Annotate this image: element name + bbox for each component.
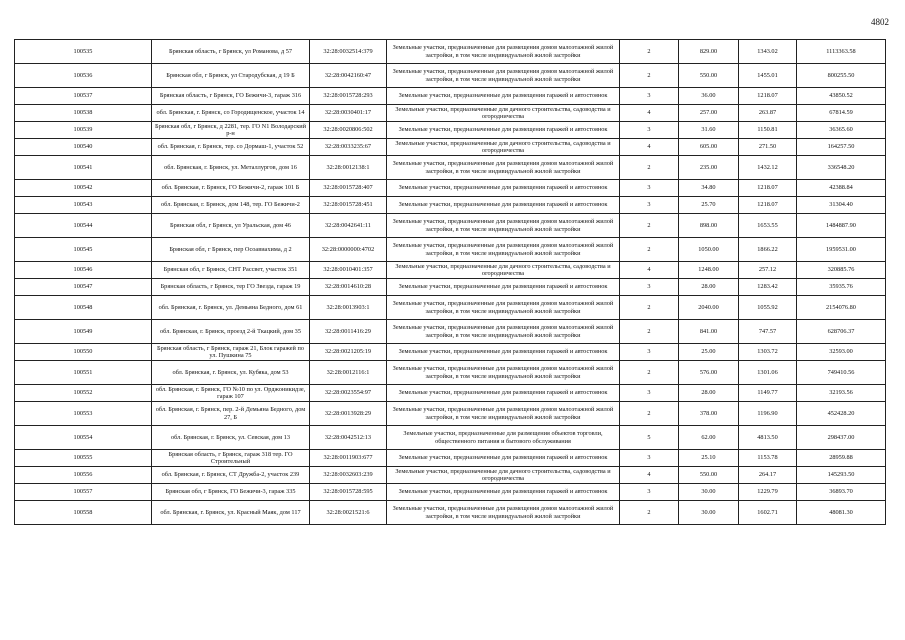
record-id-cell: 100535 <box>15 40 152 64</box>
address-cell: Брянская область, г Брянск, ГО Бежичи-3, гараж 316 <box>152 88 310 105</box>
record-id-cell: 100552 <box>15 385 152 402</box>
table-row <box>15 180 886 197</box>
area-cell: 28.00 <box>679 279 739 296</box>
land-use-cell: Земельные участки, предназначенные для размещения гаражей и автостоянок <box>387 122 620 139</box>
group-number-cell: 2 <box>620 296 679 320</box>
cadastral-value-cell: 164257.50 <box>797 139 886 156</box>
group-number-cell: 2 <box>620 361 679 385</box>
area-cell: 829.00 <box>679 40 739 64</box>
area-cell: 550.00 <box>679 467 739 484</box>
cadastral-value-cell: 1959531.00 <box>797 238 886 262</box>
group-number-cell: 2 <box>620 238 679 262</box>
area-cell: 25.00 <box>679 344 739 361</box>
cadastral-number-cell: 32:28:0000000:4702 <box>310 238 387 262</box>
cadastral-number-cell: 32:28:0033235:67 <box>310 139 387 156</box>
land-use-cell: Земельные участки, предназначенные для размещения гаражей и автостоянок <box>387 180 620 197</box>
cadastral-number-cell: 32:28:0011903:677 <box>310 450 387 467</box>
area-cell: 36.00 <box>679 88 739 105</box>
cadastral-number-cell: 32:28:0012138:1 <box>310 156 387 180</box>
table-row <box>15 214 886 238</box>
cadastral-number-cell: 32:28:0032514:379 <box>310 40 387 64</box>
land-use-cell: Земельные участки, предназначенные для дачного строительства, садоводства и огородничества <box>387 105 620 122</box>
area-cell: 25.10 <box>679 450 739 467</box>
land-use-cell: Земельные участки, предназначенные для размещения гаражей и автостоянок <box>387 385 620 402</box>
cadastral-number-cell: 32:28:0010401:357 <box>310 262 387 279</box>
record-id-cell: 100546 <box>15 262 152 279</box>
address-cell: Брянская обл, г Брянск, ГО Бежичи-3, гараж 335 <box>152 484 310 501</box>
land-use-cell: Земельные участки, предназначенные для размещения домов малоэтажной жилой застройки, в том числе индивидуальной жилой застройки <box>387 40 620 64</box>
table-row <box>15 197 886 214</box>
specific-value-cell: 1432.12 <box>739 156 797 180</box>
area-cell: 257.00 <box>679 105 739 122</box>
specific-value-cell: 1055.92 <box>739 296 797 320</box>
group-number-cell: 2 <box>620 156 679 180</box>
table-row <box>15 139 886 156</box>
specific-value-cell: 1303.72 <box>739 344 797 361</box>
record-id-cell: 100544 <box>15 214 152 238</box>
specific-value-cell: 1218.07 <box>739 88 797 105</box>
address-cell: обл. Брянская, г. Брянск, ул. Кубяка, дом 53 <box>152 361 310 385</box>
cadastral-value-cell: 36893.70 <box>797 484 886 501</box>
address-cell: обл. Брянская, г. Брянск, ГО Бежичи-2, гараж 101 Б <box>152 180 310 197</box>
table-row <box>15 88 886 105</box>
area-cell: 31.60 <box>679 122 739 139</box>
record-id-cell: 100557 <box>15 484 152 501</box>
cadastral-number-cell: 32:28:0020806:502 <box>310 122 387 139</box>
address-cell: обл. Брянская, г. Брянск, ул. Красный Маяк, дом 117 <box>152 501 310 525</box>
land-use-cell: Земельные участки, предназначенные для размещения домов малоэтажной жилой застройки, в том числе индивидуальной жилой застройки <box>387 296 620 320</box>
cadastral-value-cell: 2154076.80 <box>797 296 886 320</box>
area-cell: 550.00 <box>679 64 739 88</box>
land-use-cell: Земельные участки, предназначенные для размещения домов малоэтажной жилой застройки, в том числе индивидуальной жилой застройки <box>387 320 620 344</box>
group-number-cell: 5 <box>620 426 679 450</box>
address-cell: обл. Брянская, г. Брянск, пер. 2-й Демьяна Бедного, дом 27, Б <box>152 402 310 426</box>
cadastral-number-cell: 32:28:0012116:1 <box>310 361 387 385</box>
record-id-cell: 100543 <box>15 197 152 214</box>
record-id-cell: 100556 <box>15 467 152 484</box>
specific-value-cell: 1196.90 <box>739 402 797 426</box>
area-cell: 576.00 <box>679 361 739 385</box>
cadastral-value-cell: 298437.00 <box>797 426 886 450</box>
group-number-cell: 2 <box>620 501 679 525</box>
area-cell: 34.80 <box>679 180 739 197</box>
cadastral-value-cell: 1113363.58 <box>797 40 886 64</box>
specific-value-cell: 263.87 <box>739 105 797 122</box>
record-id-cell: 100549 <box>15 320 152 344</box>
cadastral-number-cell: 32:28:0030401:17 <box>310 105 387 122</box>
group-number-cell: 3 <box>620 279 679 296</box>
address-cell: обл. Брянская, г. Брянск, тер. со Дормаш-1, участок 52 <box>152 139 310 156</box>
area-cell: 30.00 <box>679 501 739 525</box>
cadastral-value-cell: 32593.00 <box>797 344 886 361</box>
land-use-cell: Земельные участки, предназначенные для дачного строительства, садоводства и огородничества <box>387 262 620 279</box>
cadastral-value-cell: 43850.52 <box>797 88 886 105</box>
group-number-cell: 3 <box>620 122 679 139</box>
group-number-cell: 3 <box>620 450 679 467</box>
specific-value-cell: 1283.42 <box>739 279 797 296</box>
table-row <box>15 484 886 501</box>
record-id-cell: 100539 <box>15 122 152 139</box>
cadastral-value-cell: 800255.50 <box>797 64 886 88</box>
record-id-cell: 100551 <box>15 361 152 385</box>
land-use-cell: Земельные участки, предназначенные для размещения объектов торговли, общественного питания и бытового обслуживания <box>387 426 620 450</box>
land-use-cell: Земельные участки, предназначенные для размещения гаражей и автостоянок <box>387 88 620 105</box>
specific-value-cell: 1455.01 <box>739 64 797 88</box>
cadastral-value-cell: 35935.76 <box>797 279 886 296</box>
specific-value-cell: 1343.02 <box>739 40 797 64</box>
record-id-cell: 100537 <box>15 88 152 105</box>
cadastral-number-cell: 32:28:0015728:451 <box>310 197 387 214</box>
address-cell: обл. Брянская, г. Брянск, ул. Демьяна Бедного, дом 61 <box>152 296 310 320</box>
record-id-cell: 100558 <box>15 501 152 525</box>
cadastral-value-cell: 1484887.90 <box>797 214 886 238</box>
cadastral-number-cell: 32:28:0023554:97 <box>310 385 387 402</box>
cadastral-number-cell: 32:28:0021521:6 <box>310 501 387 525</box>
specific-value-cell: 271.50 <box>739 139 797 156</box>
land-use-cell: Земельные участки, предназначенные для размещения домов малоэтажной жилой застройки, в том числе индивидуальной жилой застройки <box>387 402 620 426</box>
table-row <box>15 501 886 525</box>
table-row <box>15 467 886 484</box>
cadastral-number-cell: 32:28:0014610:28 <box>310 279 387 296</box>
record-id-cell: 100553 <box>15 402 152 426</box>
table-row <box>15 320 886 344</box>
specific-value-cell: 1149.77 <box>739 385 797 402</box>
table-row <box>15 122 886 139</box>
cadastral-number-cell: 32:28:0015728:407 <box>310 180 387 197</box>
specific-value-cell: 1153.78 <box>739 450 797 467</box>
address-cell: обл. Брянская, г. Брянск, ул. Севская, дом 13 <box>152 426 310 450</box>
table-body <box>15 40 886 525</box>
address-cell: обл. Брянская, г. Брянск, со Городищенское, участок 14 <box>152 105 310 122</box>
table-row <box>15 105 886 122</box>
table-row <box>15 64 886 88</box>
area-cell: 28.00 <box>679 385 739 402</box>
table-row <box>15 361 886 385</box>
address-cell: Брянская обл, г Брянск, СНТ Рассвет, участок 351 <box>152 262 310 279</box>
land-use-cell: Земельные участки, предназначенные для размещения гаражей и автостоянок <box>387 344 620 361</box>
table-row <box>15 279 886 296</box>
record-id-cell: 100550 <box>15 344 152 361</box>
area-cell: 898.00 <box>679 214 739 238</box>
cadastral-value-cell: 320885.76 <box>797 262 886 279</box>
address-cell: Брянская область, г Брянск, ул Романова, д 57 <box>152 40 310 64</box>
land-use-cell: Земельные участки, предназначенные для размещения домов малоэтажной жилой застройки, в том числе индивидуальной жилой застройки <box>387 501 620 525</box>
cadastral-number-cell: 32:28:0015728:293 <box>310 88 387 105</box>
land-use-cell: Земельные участки, предназначенные для размещения домов малоэтажной жилой застройки, в том числе индивидуальной жилой застройки <box>387 156 620 180</box>
cadastral-number-cell: 32:28:0042512:13 <box>310 426 387 450</box>
cadastral-value-cell: 42388.84 <box>797 180 886 197</box>
area-cell: 1050.00 <box>679 238 739 262</box>
record-id-cell: 100554 <box>15 426 152 450</box>
group-number-cell: 4 <box>620 105 679 122</box>
cadastral-value-cell: 336548.20 <box>797 156 886 180</box>
cadastral-value-cell: 628706.37 <box>797 320 886 344</box>
land-use-cell: Земельные участки, предназначенные для размещения домов малоэтажной жилой застройки, в том числе индивидуальной жилой застройки <box>387 64 620 88</box>
specific-value-cell: 264.17 <box>739 467 797 484</box>
group-number-cell: 3 <box>620 197 679 214</box>
group-number-cell: 4 <box>620 262 679 279</box>
group-number-cell: 3 <box>620 180 679 197</box>
specific-value-cell: 1866.22 <box>739 238 797 262</box>
group-number-cell: 3 <box>620 385 679 402</box>
address-cell: Брянская обл, г Брянск, д 2281, тер. ГО N1 Володарский р-н <box>152 122 310 139</box>
specific-value-cell: 1150.81 <box>739 122 797 139</box>
land-use-cell: Земельные участки, предназначенные для размещения домов малоэтажной жилой застройки, в том числе индивидуальной жилой застройки <box>387 361 620 385</box>
specific-value-cell: 4813.50 <box>739 426 797 450</box>
group-number-cell: 2 <box>620 320 679 344</box>
table-row <box>15 385 886 402</box>
cadastral-value-cell: 32193.56 <box>797 385 886 402</box>
record-id-cell: 100538 <box>15 105 152 122</box>
specific-value-cell: 1653.55 <box>739 214 797 238</box>
group-number-cell: 2 <box>620 214 679 238</box>
specific-value-cell: 1218.07 <box>739 180 797 197</box>
cadastral-value-cell: 48081.30 <box>797 501 886 525</box>
group-number-cell: 2 <box>620 40 679 64</box>
area-cell: 235.00 <box>679 156 739 180</box>
specific-value-cell: 1602.71 <box>739 501 797 525</box>
cadastral-value-cell: 36365.60 <box>797 122 886 139</box>
land-use-cell: Земельные участки, предназначенные для дачного строительства, садоводства и огородничества <box>387 139 620 156</box>
cadastral-number-cell: 32:28:0042641:11 <box>310 214 387 238</box>
address-cell: обл. Брянская, г. Брянск, СТ Дружба-2, участок 239 <box>152 467 310 484</box>
area-cell: 25.70 <box>679 197 739 214</box>
address-cell: Брянская обл, г Брянск, ул Уральская, дом 46 <box>152 214 310 238</box>
group-number-cell: 2 <box>620 402 679 426</box>
specific-value-cell: 257.12 <box>739 262 797 279</box>
cadastral-value-table <box>14 39 886 525</box>
table-row <box>15 402 886 426</box>
group-number-cell: 3 <box>620 88 679 105</box>
cadastral-value-cell: 452428.20 <box>797 402 886 426</box>
land-use-cell: Земельные участки, предназначенные для размещения домов малоэтажной жилой застройки, в том числе индивидуальной жилой застройки <box>387 238 620 262</box>
table-row <box>15 450 886 467</box>
table-row <box>15 40 886 64</box>
address-cell: обл. Брянская, г. Брянск, проезд 2-й Ткацкий, дом 35 <box>152 320 310 344</box>
land-use-cell: Земельные участки, предназначенные для дачного строительства, садоводства и огородничества <box>387 467 620 484</box>
cadastral-value-cell: 145293.50 <box>797 467 886 484</box>
table-row <box>15 238 886 262</box>
record-id-cell: 100547 <box>15 279 152 296</box>
specific-value-cell: 1229.79 <box>739 484 797 501</box>
group-number-cell: 2 <box>620 64 679 88</box>
cadastral-value-cell: 67814.59 <box>797 105 886 122</box>
cadastral-value-cell: 749410.56 <box>797 361 886 385</box>
address-cell: Брянская обл, г Брянск, пер Осоавиахима, д 2 <box>152 238 310 262</box>
area-cell: 62.00 <box>679 426 739 450</box>
cadastral-value-cell: 31304.40 <box>797 197 886 214</box>
address-cell: Брянская область, г Брянск, гараж 318 тер. ГО Строительный <box>152 450 310 467</box>
table-row <box>15 156 886 180</box>
address-cell: Брянская область, г Брянск, гараж 21, Блок гаражей по ул. Пушкина 75 <box>152 344 310 361</box>
record-id-cell: 100540 <box>15 139 152 156</box>
address-cell: обл. Брянская, г. Брянск, дом 148, тер. ГО Бежичи-2 <box>152 197 310 214</box>
table-row <box>15 426 886 450</box>
cadastral-number-cell: 32:28:0015728:595 <box>310 484 387 501</box>
specific-value-cell: 1218.07 <box>739 197 797 214</box>
cadastral-number-cell: 32:28:0021205:19 <box>310 344 387 361</box>
group-number-cell: 3 <box>620 484 679 501</box>
specific-value-cell: 747.57 <box>739 320 797 344</box>
record-id-cell: 100548 <box>15 296 152 320</box>
record-id-cell: 100542 <box>15 180 152 197</box>
land-use-cell: Земельные участки, предназначенные для размещения гаражей и автостоянок <box>387 279 620 296</box>
address-cell: обл. Брянская, г. Брянск, ГО №10 по ул. Орджоникидзе, гараж 107 <box>152 385 310 402</box>
address-cell: Брянская область, г Брянск, тер ГО Звезда, гараж 19 <box>152 279 310 296</box>
area-cell: 378.00 <box>679 402 739 426</box>
area-cell: 841.00 <box>679 320 739 344</box>
area-cell: 1248.00 <box>679 262 739 279</box>
specific-value-cell: 1301.06 <box>739 361 797 385</box>
table-row <box>15 296 886 320</box>
cadastral-number-cell: 32:28:0013928:29 <box>310 402 387 426</box>
cadastral-value-cell: 28959.88 <box>797 450 886 467</box>
land-use-cell: Земельные участки, предназначенные для размещения гаражей и автостоянок <box>387 484 620 501</box>
table-row <box>15 344 886 361</box>
address-cell: обл. Брянская, г. Брянск, ул. Металлургов, дом 16 <box>152 156 310 180</box>
group-number-cell: 4 <box>620 467 679 484</box>
cadastral-number-cell: 32:28:0011416:29 <box>310 320 387 344</box>
land-use-cell: Земельные участки, предназначенные для размещения домов малоэтажной жилой застройки, в том числе индивидуальной жилой застройки <box>387 214 620 238</box>
table-row <box>15 262 886 279</box>
address-cell: Брянская обл, г Брянск, ул Стародубская, д 19 Б <box>152 64 310 88</box>
record-id-cell: 100555 <box>15 450 152 467</box>
area-cell: 2040.00 <box>679 296 739 320</box>
cadastral-number-cell: 32:28:0013903:1 <box>310 296 387 320</box>
page-number: 4802 <box>871 17 889 27</box>
cadastral-number-cell: 32:28:0032603:239 <box>310 467 387 484</box>
record-id-cell: 100545 <box>15 238 152 262</box>
area-cell: 30.00 <box>679 484 739 501</box>
group-number-cell: 4 <box>620 139 679 156</box>
area-cell: 605.00 <box>679 139 739 156</box>
record-id-cell: 100541 <box>15 156 152 180</box>
land-use-cell: Земельные участки, предназначенные для размещения гаражей и автостоянок <box>387 450 620 467</box>
group-number-cell: 3 <box>620 344 679 361</box>
cadastral-number-cell: 32:28:0042160:47 <box>310 64 387 88</box>
record-id-cell: 100536 <box>15 64 152 88</box>
land-use-cell: Земельные участки, предназначенные для размещения гаражей и автостоянок <box>387 197 620 214</box>
